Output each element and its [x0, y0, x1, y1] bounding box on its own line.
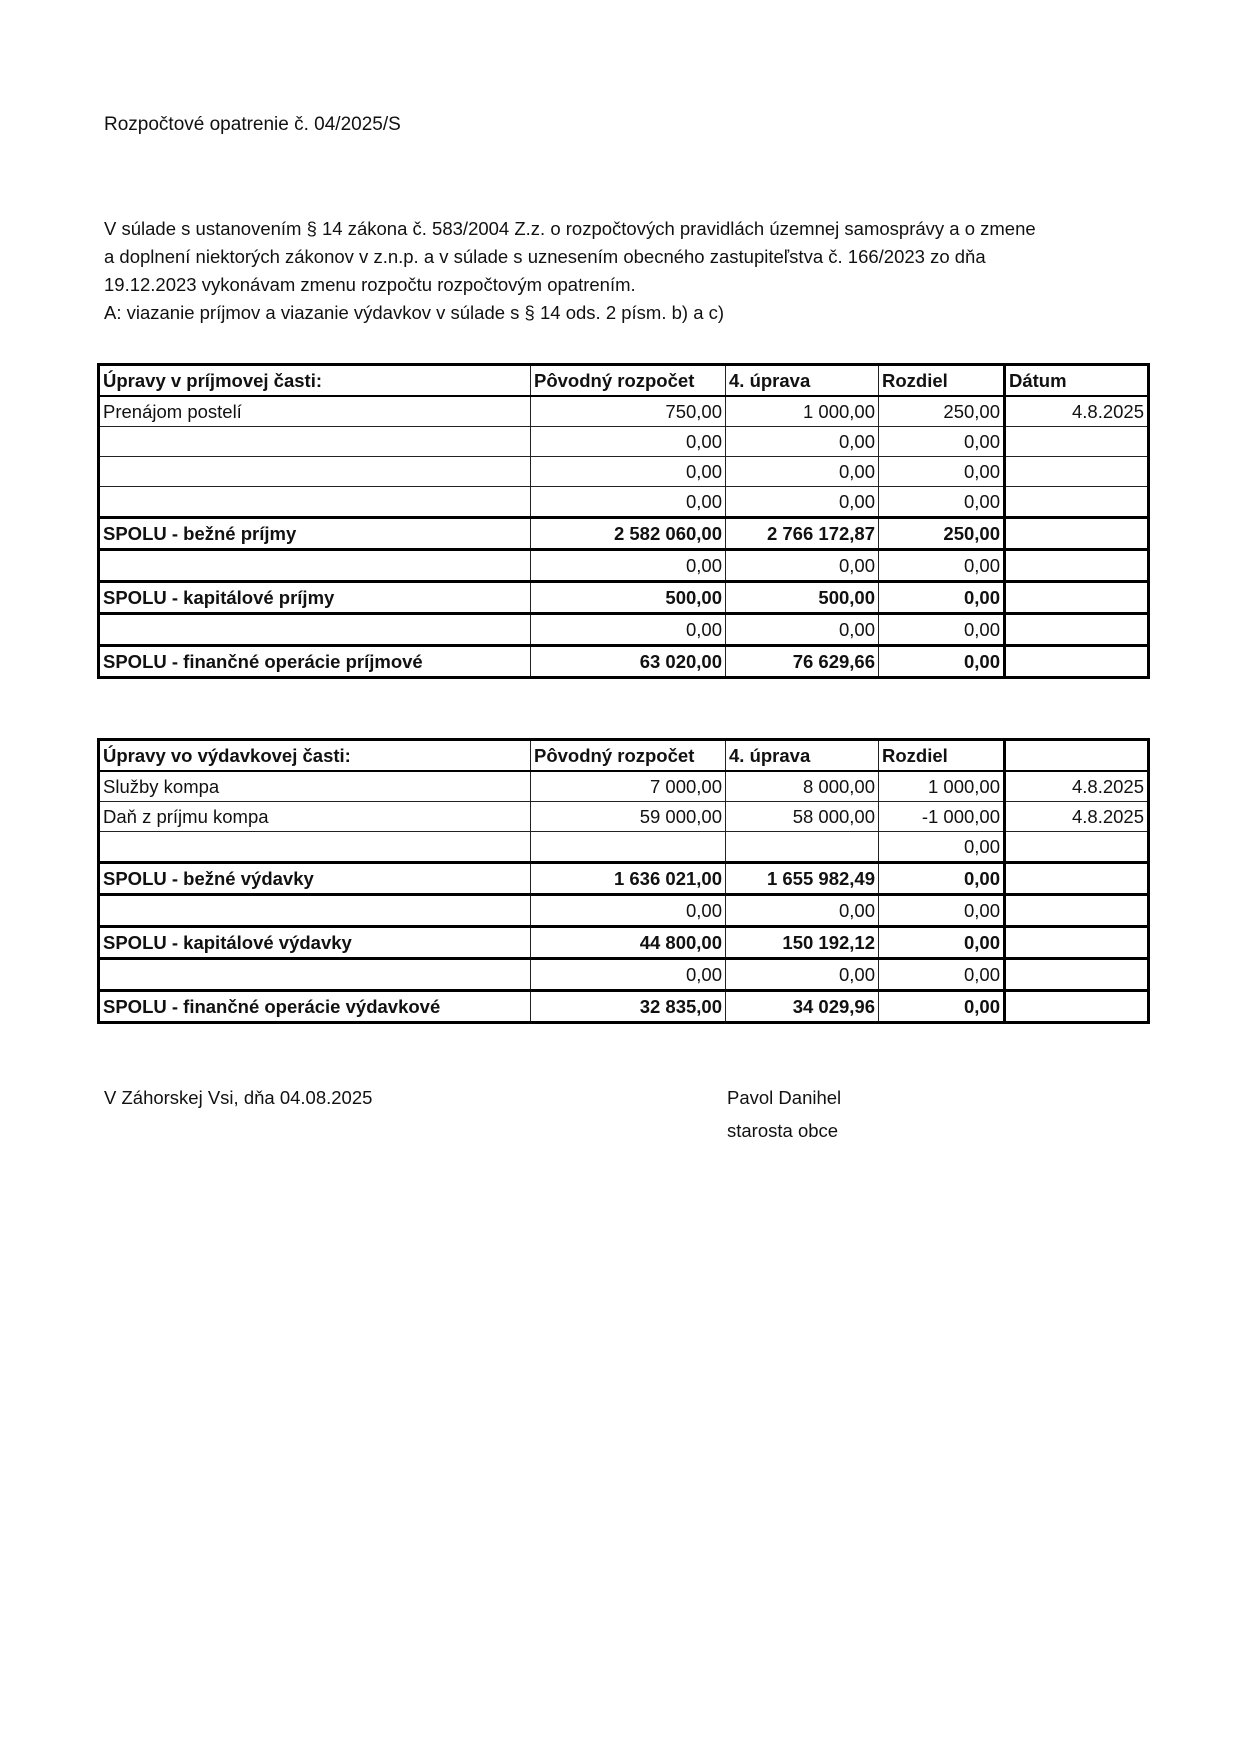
cell-date	[1005, 427, 1149, 457]
cell-revision: 76 629,66	[726, 646, 879, 678]
table-row	[99, 550, 1149, 582]
cell-revision: 0,00	[726, 427, 879, 457]
cell-label	[99, 614, 531, 646]
cell-revision: 1 655 982,49	[726, 863, 879, 895]
cell-difference: 0,00	[879, 427, 1005, 457]
table-row	[99, 832, 1149, 863]
cell-difference: 0,00	[879, 487, 1005, 518]
column-header: Dátum	[1005, 365, 1149, 397]
cell-date	[1005, 895, 1149, 927]
table-header-row	[99, 365, 1149, 397]
cell-difference: 0,00	[879, 832, 1005, 863]
table-row	[99, 457, 1149, 487]
cell-label: SPOLU - kapitálové príjmy	[99, 582, 531, 614]
cell-revision: 34 029,96	[726, 991, 879, 1023]
cell-difference: 0,00	[879, 582, 1005, 614]
cell-label	[99, 427, 531, 457]
signatory-name: Pavol Danihel	[727, 1087, 842, 1108]
cell-label	[99, 895, 531, 927]
column-header: Pôvodný rozpočet	[531, 740, 726, 772]
cell-original: 0,00	[531, 550, 726, 582]
cell-label: SPOLU - bežné príjmy	[99, 518, 531, 550]
cell-original: 750,00	[531, 396, 726, 427]
cell-original: 0,00	[531, 427, 726, 457]
column-header: Pôvodný rozpočet	[531, 365, 726, 397]
cell-date: 4.8.2025	[1005, 771, 1149, 802]
cell-date	[1005, 582, 1149, 614]
cell-revision: 0,00	[726, 614, 879, 646]
cell-difference: -1 000,00	[879, 802, 1005, 832]
table-row	[99, 895, 1149, 927]
cell-date	[1005, 927, 1149, 959]
table-row	[99, 802, 1149, 832]
cell-difference: 0,00	[879, 895, 1005, 927]
cell-revision: 58 000,00	[726, 802, 879, 832]
cell-original: 0,00	[531, 457, 726, 487]
table-row	[99, 396, 1149, 427]
cell-original: 500,00	[531, 582, 726, 614]
cell-original: 44 800,00	[531, 927, 726, 959]
column-header: Rozdiel	[879, 740, 1005, 772]
cell-difference: 0,00	[879, 927, 1005, 959]
column-header: 4. úprava	[726, 740, 879, 772]
cell-original: 2 582 060,00	[531, 518, 726, 550]
cell-label: SPOLU - bežné výdavky	[99, 863, 531, 895]
intro-paragraph	[104, 215, 1164, 327]
table-row	[99, 487, 1149, 518]
cell-label	[99, 550, 531, 582]
signatory-role: starosta obce	[727, 1120, 839, 1141]
cell-label: SPOLU - finančné operácie príjmové	[99, 646, 531, 678]
cell-label: Daň z príjmu kompa	[99, 802, 531, 832]
cell-date	[1005, 518, 1149, 550]
intro-line: A: viazanie príjmov a viazanie výdavkov v súlade s § 14 ods. 2 písm. b) a c)	[104, 302, 725, 323]
table-total-row	[99, 646, 1149, 678]
cell-revision: 500,00	[726, 582, 879, 614]
cell-original: 0,00	[531, 614, 726, 646]
column-header: 4. úprava	[726, 365, 879, 397]
cell-label	[99, 487, 531, 518]
table-total-row	[99, 991, 1149, 1023]
cell-date	[1005, 646, 1149, 678]
cell-revision	[726, 832, 879, 863]
income-table-body	[99, 365, 1149, 678]
cell-revision: 0,00	[726, 457, 879, 487]
cell-date	[1005, 457, 1149, 487]
cell-date	[1005, 487, 1149, 518]
cell-difference: 0,00	[879, 457, 1005, 487]
expense-table-body	[99, 740, 1149, 1023]
cell-original: 0,00	[531, 959, 726, 991]
cell-difference: 0,00	[879, 959, 1005, 991]
cell-revision: 8 000,00	[726, 771, 879, 802]
cell-difference: 0,00	[879, 646, 1005, 678]
cell-date: 4.8.2025	[1005, 802, 1149, 832]
cell-label: Služby kompa	[99, 771, 531, 802]
income-table	[97, 363, 1150, 679]
cell-label: SPOLU - finančné operácie výdavkové	[99, 991, 531, 1023]
table-header-row	[99, 740, 1149, 772]
cell-difference: 0,00	[879, 550, 1005, 582]
cell-date	[1005, 863, 1149, 895]
table-total-row	[99, 582, 1149, 614]
expense-table	[97, 738, 1150, 1024]
column-header: Rozdiel	[879, 365, 1005, 397]
cell-original: 59 000,00	[531, 802, 726, 832]
cell-revision: 2 766 172,87	[726, 518, 879, 550]
intro-line: V súlade s ustanovením § 14 zákona č. 583/2004 Z.z. o rozpočtových pravidlách územnej samosprávy a o zmene	[104, 218, 1036, 239]
column-header: Úpravy v príjmovej časti:	[99, 365, 531, 397]
table-total-row	[99, 863, 1149, 895]
table-row	[99, 959, 1149, 991]
cell-revision: 0,00	[726, 895, 879, 927]
table-total-row	[99, 518, 1149, 550]
intro-line: 19.12.2023 vykonávam zmenu rozpočtu rozpočtovým opatrením.	[104, 274, 636, 295]
cell-original: 7 000,00	[531, 771, 726, 802]
cell-original: 63 020,00	[531, 646, 726, 678]
table-row	[99, 614, 1149, 646]
cell-label: Prenájom postelí	[99, 396, 531, 427]
cell-revision: 0,00	[726, 487, 879, 518]
cell-revision: 0,00	[726, 550, 879, 582]
cell-date	[1005, 991, 1149, 1023]
cell-revision: 0,00	[726, 959, 879, 991]
cell-original: 0,00	[531, 487, 726, 518]
cell-difference: 0,00	[879, 991, 1005, 1023]
cell-difference: 0,00	[879, 863, 1005, 895]
cell-original: 1 636 021,00	[531, 863, 726, 895]
cell-original: 0,00	[531, 895, 726, 927]
cell-date	[1005, 959, 1149, 991]
cell-label: SPOLU - kapitálové výdavky	[99, 927, 531, 959]
cell-difference: 1 000,00	[879, 771, 1005, 802]
intro-line: a doplnení niektorých zákonov v z.n.p. a v súlade s uznesením obecného zastupiteľstva č. 166/2023 zo dňa	[104, 246, 986, 267]
cell-date	[1005, 550, 1149, 582]
cell-revision: 150 192,12	[726, 927, 879, 959]
table-row	[99, 427, 1149, 457]
cell-difference: 250,00	[879, 396, 1005, 427]
cell-original: 32 835,00	[531, 991, 726, 1023]
cell-label	[99, 457, 531, 487]
cell-difference: 250,00	[879, 518, 1005, 550]
column-header	[1005, 740, 1149, 772]
place-and-date: V Záhorskej Vsi, dňa 04.08.2025	[104, 1087, 373, 1108]
cell-date	[1005, 614, 1149, 646]
cell-date: 4.8.2025	[1005, 396, 1149, 427]
cell-original	[531, 832, 726, 863]
cell-label	[99, 959, 531, 991]
column-header: Úpravy vo výdavkovej časti:	[99, 740, 531, 772]
table-row	[99, 771, 1149, 802]
document-title: Rozpočtové opatrenie č. 04/2025/S	[104, 114, 401, 135]
cell-difference: 0,00	[879, 614, 1005, 646]
cell-date	[1005, 832, 1149, 863]
cell-label	[99, 832, 531, 863]
table-total-row	[99, 927, 1149, 959]
cell-revision: 1 000,00	[726, 396, 879, 427]
